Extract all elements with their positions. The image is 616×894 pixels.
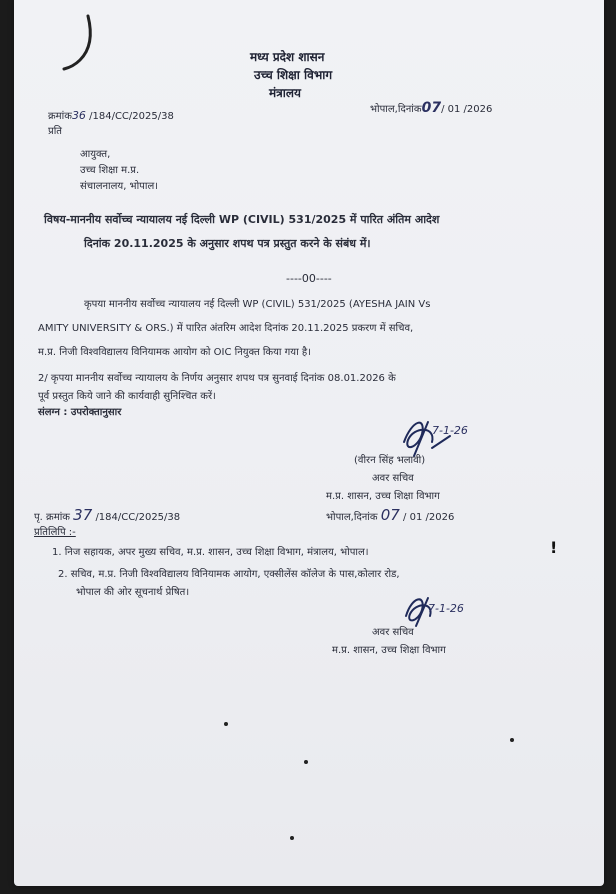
- signatory-name: (वीरन सिंह भलावी): [354, 455, 426, 466]
- header-ministry: मंत्रालय: [269, 86, 302, 100]
- prati-label: प्रति: [48, 126, 62, 137]
- signatory-1-designation: अवर सचिव: [372, 473, 414, 484]
- copy-item-2-line-2: भोपाल की ओर सूचनार्थ प्रेषित।: [76, 587, 190, 598]
- signature-2-date: 7-1-26: [428, 602, 464, 615]
- date-rest: / 01 /2026: [441, 104, 493, 115]
- signatory-2-department: म.प्र. शासन, उच्च शिक्षा विभाग: [332, 645, 446, 656]
- para1-line-3: म.प्र. निजी विश्वविद्यालय विनियामक आयोग को OIC नियुक्त किया गया है।: [38, 347, 311, 358]
- copy-place-date-label: भोपाल,दिनांक: [326, 512, 378, 523]
- para2-line-1: 2/ कृपया माननीय सर्वोच्च न्यायालय के निर्णय अनुसार शपथ पत्र सुनवाई दिनांक 08.01.2026 के: [38, 373, 396, 384]
- copy-date-rest: / 01 /2026: [403, 512, 455, 523]
- copy-date-day-handwritten: 07: [380, 506, 400, 524]
- subject-line-2: दिनांक 20.11.2025 के अनुसार शपथ पत्र प्रस्तुत करने के संबंध में।: [84, 237, 371, 250]
- copy-kramank-file: /184/CC/2025/38: [95, 512, 181, 523]
- copy-reference-date: [326, 506, 454, 524]
- para2-line-2: पूर्व प्रस्तुत किये जाने की कार्यवाही सुनिश्चित करें।: [38, 391, 216, 402]
- recipient-line-1: आयुक्त,: [80, 149, 111, 160]
- signature-1-date: 7-1-26: [432, 424, 468, 437]
- signatory-1-department: म.प्र. शासन, उच्च शिक्षा विभाग: [326, 491, 440, 502]
- place-date-label: भोपाल,दिनांक: [370, 104, 422, 115]
- exclamation-mark: !: [550, 538, 558, 557]
- kramank-file: /184/CC/2025/38: [89, 111, 174, 122]
- copy-kramank-handwritten-number: 37: [73, 506, 93, 524]
- header-govt: मध्य प्रदेश शासन: [250, 50, 325, 64]
- separator: ----00----: [286, 272, 332, 285]
- copy-item-2-line-1: 2. सचिव, म.प्र. निजी विश्वविद्यालय विनियामक आयोग, एक्सीलेंस कॉलेज के पास,कोलार रोड,: [58, 569, 400, 580]
- recipient-line-3: संचालनालय, भोपाल।: [80, 181, 159, 192]
- ink-dot: [510, 738, 514, 742]
- reference-number: [48, 108, 174, 122]
- para1-line-1: कृपया माननीय सर्वोच्च न्यायालय नई दिल्ली WP (CIVIL) 531/2025 (AYESHA JAIN Vs: [84, 299, 431, 310]
- pratilipi-label: प्रतिलिपि :-: [34, 527, 76, 538]
- date-day-handwritten: 07: [421, 100, 442, 116]
- reference-date: [370, 100, 492, 116]
- subject-line-1: विषय-माननीय सर्वोच्च न्यायालय नई दिल्ली WP (CIVIL) 531/2025 में पारित अंतिम आदेश: [44, 213, 440, 226]
- copy-kramank-label: पृ. क्रमांक: [34, 512, 70, 523]
- recipient-line-2: उच्च शिक्षा म.प्र.: [80, 165, 140, 176]
- header-department: उच्च शिक्षा विभाग: [254, 68, 333, 82]
- enclosure-note: संलग्न : उपरोक्तानुसार: [38, 407, 122, 418]
- kramank-handwritten-number: 36: [71, 109, 86, 122]
- ink-dot: [290, 836, 294, 840]
- ink-dot: [304, 760, 308, 764]
- copy-reference-number: [34, 506, 180, 524]
- ink-dot: [224, 722, 228, 726]
- pen-stroke-mark: [62, 12, 102, 72]
- signatory-2-designation: अवर सचिव: [372, 627, 414, 638]
- copy-item-1: 1. निज सहायक, अपर मुख्य सचिव, म.प्र. शासन, उच्च शिक्षा विभाग, मंत्रालय, भोपाल।: [52, 547, 369, 558]
- kramank-label: क्रमांक: [48, 111, 72, 122]
- para1-line-2: AMITY UNIVERSITY & ORS.) में पारित अंतरिम आदेश दिनांक 20.11.2025 प्रकरण में सचिव,: [38, 323, 414, 334]
- letter-page: [14, 0, 604, 886]
